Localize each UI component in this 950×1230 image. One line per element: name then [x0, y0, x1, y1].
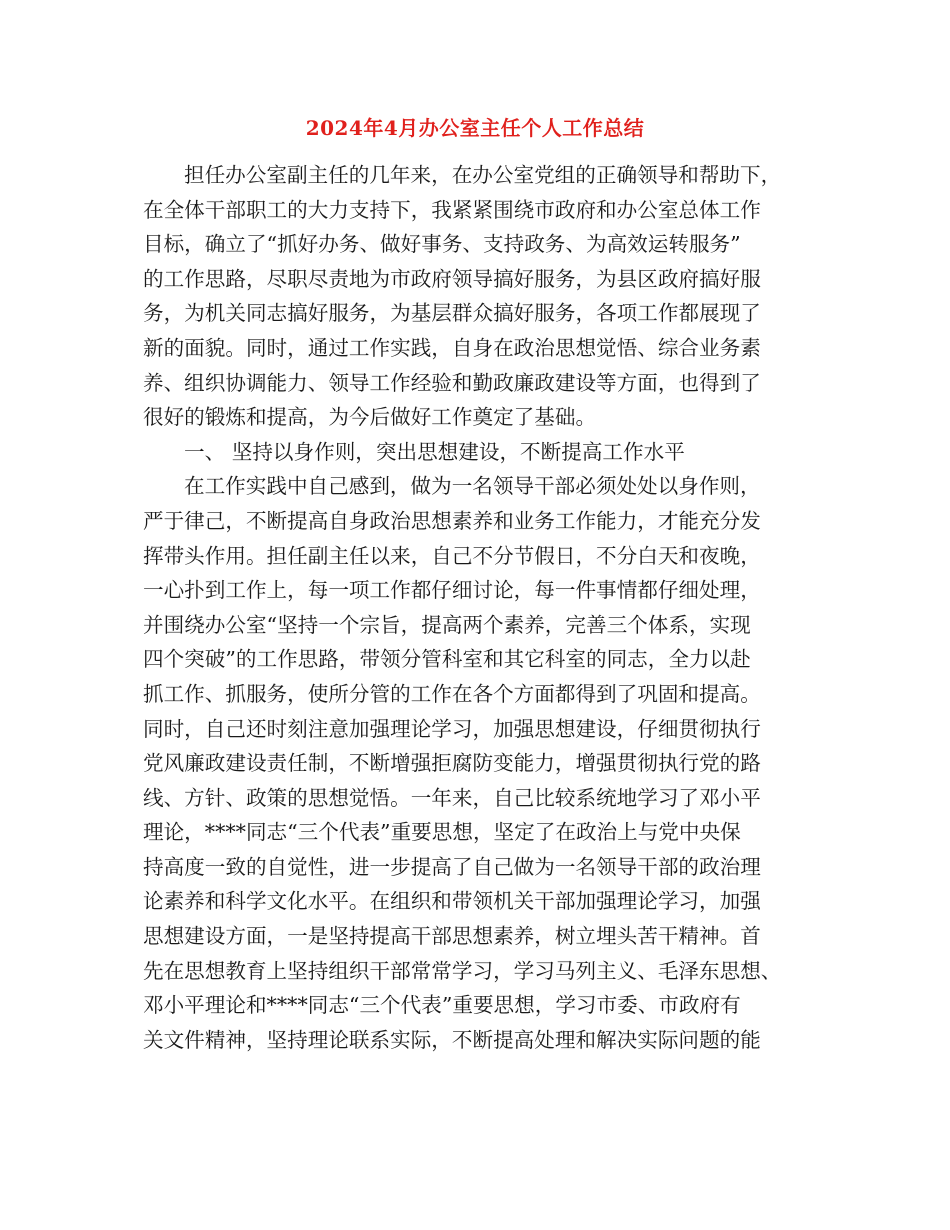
paragraph-line: 四个突破”的工作思路，带领分管科室和其它科室的同志，全力以赴: [143, 647, 751, 672]
paragraph-line: 持高度一致的自觉性，进一步提高了自己做为一名领导干部的政治理: [143, 854, 761, 879]
document-body: [143, 158, 823, 1057]
paragraph-line: 论素养和科学文化水平。在组织和带领机关干部加强理论学习，加强: [143, 889, 761, 914]
paragraph-line: 在全体干部职工的大力支持下，我紧紧围绕市政府和办公室总体工作: [143, 197, 761, 222]
paragraph-line: 关文件精神，坚持理论联系实际，不断提高处理和解决实际问题的能: [143, 1027, 761, 1052]
paragraph-line: 目标，确立了“抓好办务、做好事务、支持政务、为高效运转服务”: [143, 232, 741, 257]
paragraph-line: 务，为机关同志搞好服务，为基层群众搞好服务，各项工作都展现了: [143, 301, 761, 326]
paragraph-line: 思想建设方面，一是坚持提高干部思想素养，树立埋头苦干精神。首: [143, 924, 761, 949]
paragraph-line: 理论，****同志“三个代表”重要思想，坚定了在政治上与党中央保: [143, 820, 741, 845]
paragraph-line: 新的面貌。同时，通过工作实践，自身在政治思想觉悟、综合业务素: [143, 335, 761, 360]
paragraph-line: 严于律己，不断提高自身政治思想素养和业务工作能力，才能充分发: [143, 508, 761, 533]
paragraph-line: 同时，自己还时刻注意加强理论学习，加强思想建设，仔细贯彻执行: [143, 716, 761, 741]
paragraph-line: 养、组织协调能力、领导工作经验和勤政廉政建设等方面，也得到了: [143, 370, 761, 395]
paragraph-line: 的工作思路，尽职尽责地为市政府领导搞好服务，为县区政府搞好服: [143, 266, 761, 291]
paragraph-line: 线、方针、政策的思想觉悟。一年来，自己比较系统地学习了邓小平: [143, 785, 761, 810]
paragraph-line: 并围绕办公室“坚持一个宗旨，提高两个素养，完善三个体系，实现: [143, 612, 751, 637]
document-title: 2024年4月办公室主任个人工作总结: [305, 116, 645, 140]
paragraph-line: 挥带头作用。担任副主任以来，自己不分节假日，不分白天和夜晚，: [143, 543, 761, 568]
paragraph-line: 抓工作、抓服务，使所分管的工作在各个方面都得到了巩固和提高。: [143, 681, 761, 706]
section-heading: 一、 坚持以身作则，突出思想建设，不断提高工作水平: [184, 439, 685, 464]
paragraph-line: 在工作实践中自己感到，做为一名领导干部必须处处以身作则，: [184, 474, 761, 499]
paragraph-line: 一心扑到工作上，每一项工作都仔细讨论，每一件事情都仔细处理，: [143, 578, 761, 603]
paragraph-line: 先在思想教育上坚持组织干部常常学习，学习马列主义、毛泽东思想、: [143, 958, 782, 983]
paragraph-line: 党风廉政建设责任制，不断增强拒腐防变能力，增强贯彻执行党的路: [143, 751, 761, 776]
paragraph-line: 邓小平理论和****同志“三个代表”重要思想，学习市委、市政府有: [143, 993, 741, 1018]
paragraph-line: 很好的锻炼和提高，为今后做好工作奠定了基础。: [143, 405, 597, 430]
paragraph-line: 担任办公室副主任的几年来，在办公室党组的正确领导和帮助下，: [184, 163, 782, 187]
